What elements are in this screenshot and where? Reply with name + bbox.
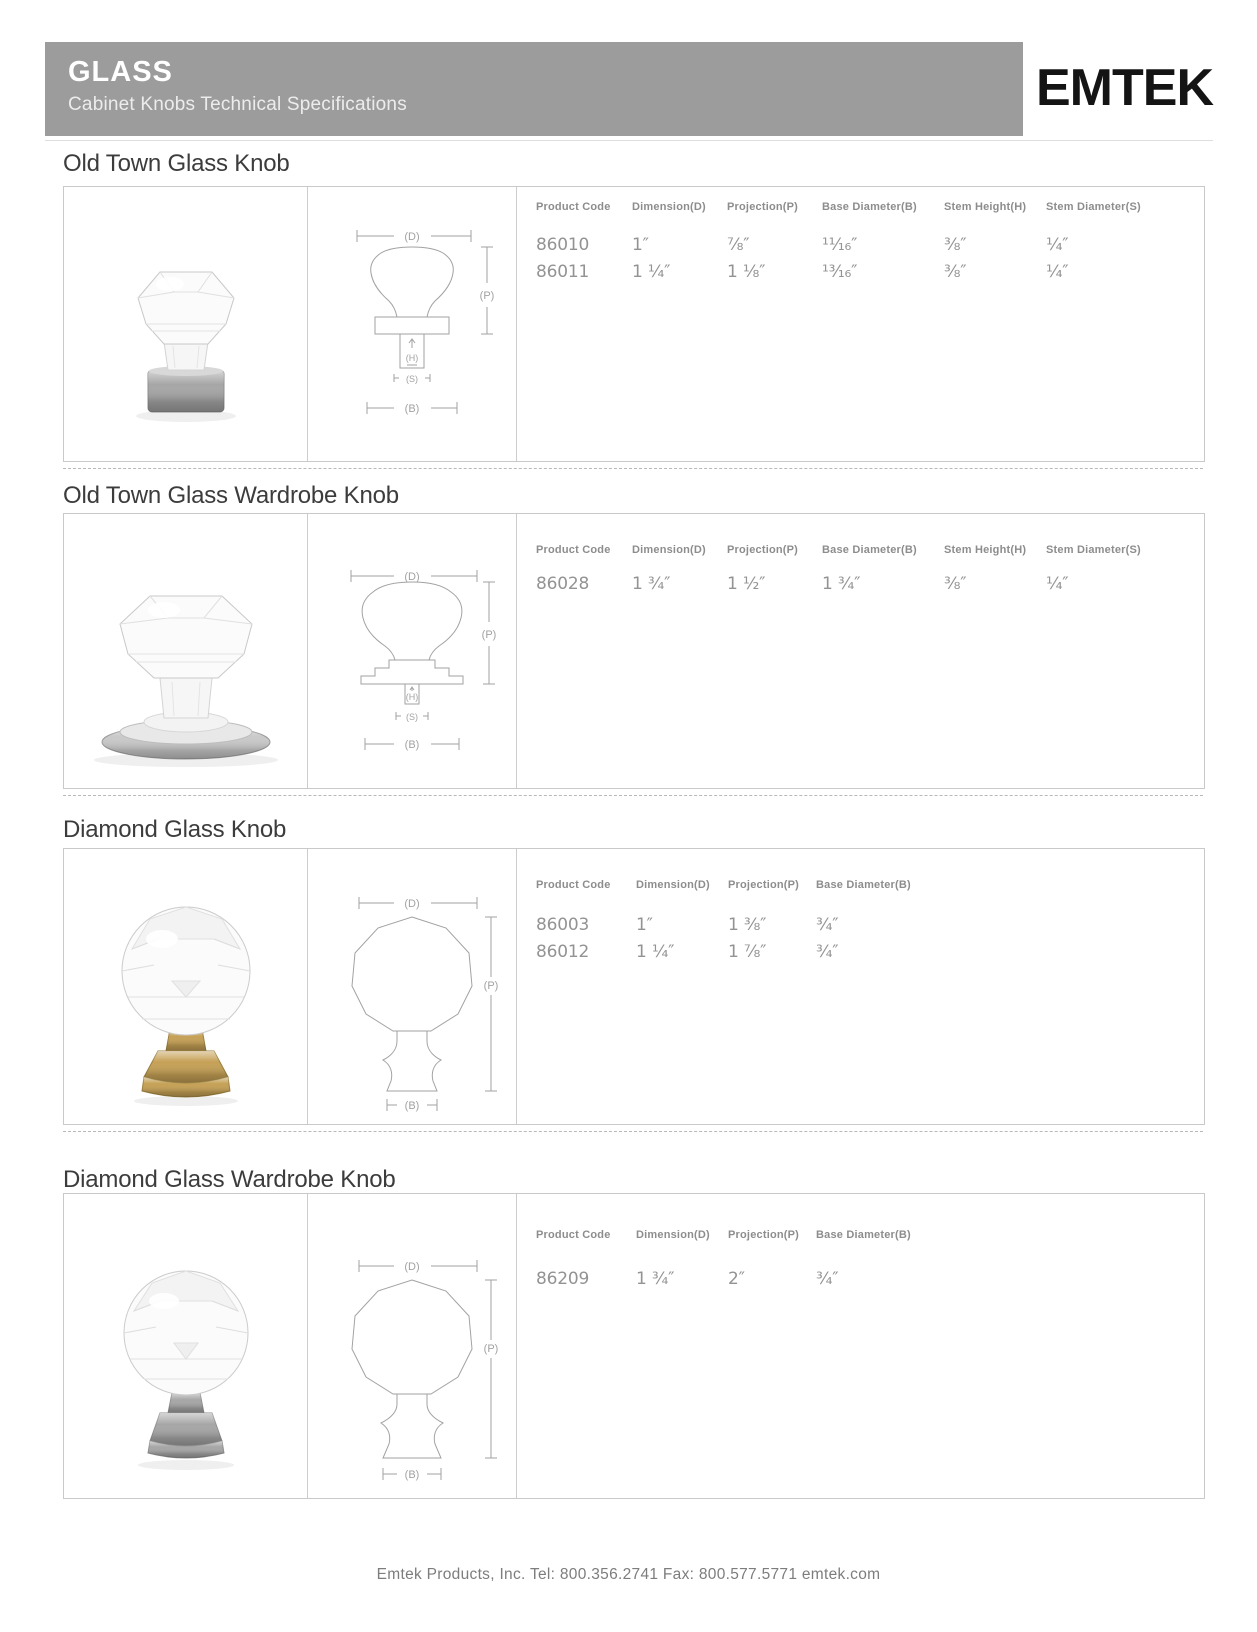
column-header: Projection(P)	[727, 544, 799, 556]
footer-text: Emtek Products, Inc. Tel: 800.356.2741 Fax: 800.577.5771 emtek.com	[376, 1566, 881, 1583]
dim-label-p: (P)	[481, 629, 497, 641]
spec-table	[536, 544, 1188, 601]
spec-table	[536, 201, 1188, 289]
column-header: Dimension(D)	[632, 544, 706, 556]
table-cell: ⅜″	[944, 262, 967, 282]
table-cell: ¹¹⁄₁₆″	[822, 235, 858, 255]
dim-label-d: (D)	[404, 231, 420, 243]
section-title: Diamond Glass Knob	[63, 816, 287, 843]
column-header: Product Code	[536, 1229, 611, 1241]
table-cell: ¾″	[816, 942, 839, 962]
column-header: Stem Height(H)	[944, 544, 1027, 556]
dim-label-p: (P)	[483, 1343, 499, 1355]
dim-label-h: (H)	[405, 692, 419, 702]
dim-label-h: (H)	[405, 353, 419, 363]
column-header: Product Code	[536, 544, 611, 556]
table-cell: 1 ¾″	[636, 1269, 675, 1289]
spec-box	[63, 848, 1205, 1125]
table-cell: 86011	[536, 262, 590, 282]
dim-label-s: (S)	[406, 712, 418, 722]
category-title: GLASS	[68, 56, 173, 88]
column-header: Projection(P)	[728, 1229, 800, 1241]
column-header: Dimension(D)	[636, 1229, 710, 1241]
table-cell: 1 ¾″	[632, 574, 671, 594]
dim-label-d: (D)	[404, 571, 420, 583]
section-title: Old Town Glass Wardrobe Knob	[63, 482, 399, 509]
column-divider	[516, 1194, 517, 1498]
column-header: Base Diameter(B)	[822, 201, 917, 213]
column-divider	[307, 1194, 308, 1498]
column-header: Projection(P)	[727, 201, 799, 213]
column-header: Dimension(D)	[636, 879, 710, 891]
column-header: Dimension(D)	[632, 201, 706, 213]
emtek-logo: EMTEK	[1036, 59, 1213, 117]
table-cell: 2″	[728, 1269, 745, 1289]
product-photo-diamond-wardrobe-knob	[72, 1202, 300, 1491]
table-cell: 1 ⅞″	[728, 942, 767, 962]
column-header: Projection(P)	[728, 879, 800, 891]
table-cell: ¹³⁄₁₆″	[822, 262, 858, 282]
spec-box	[63, 513, 1205, 789]
table-cell: 1 ⅛″	[727, 262, 766, 282]
table-cell: 1 ¼″	[636, 942, 675, 962]
dim-label-p: (P)	[479, 290, 495, 302]
table-cell: ¼″	[1046, 235, 1069, 255]
column-header: Product Code	[536, 879, 611, 891]
spec-box	[63, 1193, 1205, 1499]
table-cell: 1 ⅜″	[728, 915, 767, 935]
table-cell: ¼″	[1046, 574, 1069, 594]
column-header: Base Diameter(B)	[816, 879, 911, 891]
technical-drawing-diamond-wardrobe	[309, 1198, 515, 1499]
column-divider	[516, 514, 517, 788]
dim-label-b: (B)	[404, 739, 420, 751]
table-cell: 86010	[536, 235, 590, 255]
column-divider	[307, 849, 308, 1124]
table-cell: 1 ¼″	[632, 262, 671, 282]
table-cell: 86012	[536, 942, 590, 962]
spec-table	[536, 1229, 1188, 1296]
dim-label-b: (B)	[404, 403, 420, 415]
table-cell: 86028	[536, 574, 590, 594]
table-cell: ¼″	[1046, 262, 1069, 282]
header-bar	[45, 42, 1023, 136]
section-title: Old Town Glass Knob	[63, 150, 290, 177]
technical-drawing-old-town-wardrobe	[309, 518, 515, 781]
section-separator	[63, 1131, 1203, 1132]
table-cell: 1″	[636, 915, 653, 935]
column-divider	[307, 514, 308, 788]
dim-label-d: (D)	[404, 1261, 420, 1273]
page-footer	[0, 1566, 1257, 1584]
table-cell: ¾″	[816, 915, 839, 935]
table-cell: 1″	[632, 235, 649, 255]
section-separator	[63, 468, 1203, 469]
spec-box	[63, 186, 1205, 462]
dim-label-b: (B)	[404, 1100, 420, 1112]
column-header: Base Diameter(B)	[822, 544, 917, 556]
column-header: Base Diameter(B)	[816, 1229, 911, 1241]
column-divider	[307, 187, 308, 461]
column-header: Stem Height(H)	[944, 201, 1027, 213]
table-cell: ¾″	[816, 1269, 839, 1289]
table-cell: ⅞″	[727, 235, 750, 255]
header-subtitle: Cabinet Knobs Technical Specifications	[68, 94, 407, 115]
table-cell: 86003	[536, 915, 590, 935]
technical-drawing-diamond-knob	[309, 853, 515, 1126]
table-cell: 86209	[536, 1269, 590, 1289]
dim-label-s: (S)	[406, 374, 418, 384]
dim-label-b: (B)	[404, 1469, 420, 1481]
technical-drawing-old-town-knob	[309, 191, 515, 454]
dim-label-p: (P)	[483, 980, 499, 992]
product-photo-old-town-glass-knob	[72, 195, 300, 452]
section-separator	[63, 795, 1203, 796]
table-cell: ⅜″	[944, 574, 967, 594]
table-cell: 1 ¾″	[822, 574, 861, 594]
section-title: Diamond Glass Wardrobe Knob	[63, 1166, 396, 1193]
spec-table	[536, 879, 1188, 969]
product-photo-old-town-wardrobe-knob	[72, 522, 300, 783]
column-header: Stem Diameter(S)	[1046, 544, 1141, 556]
table-cell: ⅜″	[944, 235, 967, 255]
column-header: Stem Diameter(S)	[1046, 201, 1141, 213]
header-divider	[45, 140, 1213, 141]
column-divider	[516, 187, 517, 461]
table-cell: 1 ½″	[727, 574, 766, 594]
dim-label-d: (D)	[404, 898, 420, 910]
product-photo-diamond-glass-knob	[72, 857, 300, 1118]
column-header: Product Code	[536, 201, 611, 213]
column-divider	[516, 849, 517, 1124]
